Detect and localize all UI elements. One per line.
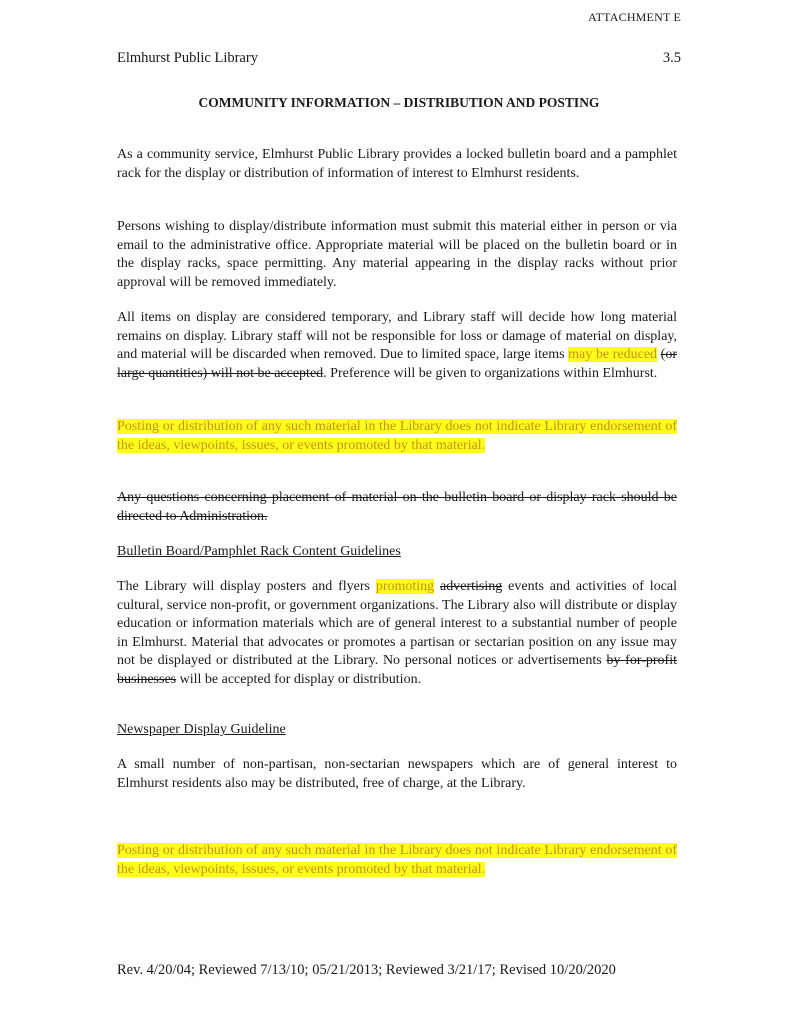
struck-text: Any questions concerning placement of material on the bulletin board or display rack should be directed to Administration. <box>117 490 677 524</box>
display-terms-text-end: . Preference will be given to organizations within Elmhurst. <box>323 365 658 381</box>
deleted-text-for-profit: by for-profit businesses <box>117 653 677 687</box>
library-name: Elmhurst Public Library <box>117 50 258 66</box>
inserted-text-promoting: promoting <box>375 579 435 594</box>
page-header <box>117 50 681 67</box>
heading-bulletin-guidelines <box>117 543 677 562</box>
paragraph-newspapers: A small number of non-partisan, non-sectarian newspapers which are of general interest to Elmhurst residents also may be distributed, free of charge, at the Library. <box>117 757 677 791</box>
heading-newspaper-text: Newspaper Display Guideline <box>117 722 286 737</box>
guidelines-text-middle: events and activities of local cultural, service non-profit, or government organizations. The Library also will distribute or display education or information materials which are of general interest to a substantial number of people in Elmhurst. Material that advocates or promotes a partisan or sectarian position on any issue may not be displayed or distributed at the Library. No personal notices or advertisements <box>117 579 678 668</box>
revision-footer: Rev. 4/20/04; Reviewed 7/13/10; 05/21/2013; Reviewed 3/21/17; Revised 10/20/2020 <box>117 962 616 978</box>
paragraph-content-guidelines <box>117 578 677 689</box>
endorsement-disclaimer-1 <box>117 418 677 455</box>
paragraph-submission: Persons wishing to display/distribute information must submit this material either in person or via email to the administrative office. Appropriate material will be placed on the bulletin board or in the display racks, space permitting. Any material appearing in the display racks without prior approval will be removed immediately. <box>117 219 677 290</box>
attachment-label: ATTACHMENT E <box>588 10 681 24</box>
document-title: COMMUNITY INFORMATION – DISTRIBUTION AND POSTING <box>198 95 600 110</box>
guidelines-text-end: will be accepted for display or distribution. <box>176 671 422 687</box>
deleted-text: (or large quantities) will not be accepted <box>117 347 677 381</box>
heading-newspaper-guideline <box>117 721 677 740</box>
endorsement-text-2: Posting or distribution of any such material in the Library does not indicate Library endorsement of the ideas, viewpoints, issues, or events promoted by that material. <box>117 843 677 877</box>
endorsement-text-1: Posting or distribution of any such material in the Library does not indicate Library endorsement of the ideas, viewpoints, issues, or events promoted by that material. <box>117 419 677 453</box>
deleted-text-advertising: advertising <box>440 579 503 594</box>
endorsement-disclaimer-2 <box>117 842 677 879</box>
display-terms-text: All items on display are considered temporary, and Library staff will decide how long material remains on display. Library staff will not be responsible for loss or damage of material on display, and material will be discarded when removed. Due to limited space, large items <box>117 310 677 362</box>
guidelines-text-start: The Library will display posters and flyers <box>117 579 376 594</box>
paragraph-intro: As a community service, Elmhurst Public Library provides a locked bulletin board and a pamphlet rack for the display or distribution of information of interest to Elmhurst residents. <box>117 147 677 181</box>
inserted-text: may be reduced <box>568 347 658 362</box>
paragraph-struck <box>117 489 677 526</box>
heading-bulletin-text: Bulletin Board/Pamphlet Rack Content Guidelines <box>117 544 401 559</box>
section-number: 3.5 <box>662 50 681 66</box>
paragraph-display-terms <box>117 309 677 383</box>
